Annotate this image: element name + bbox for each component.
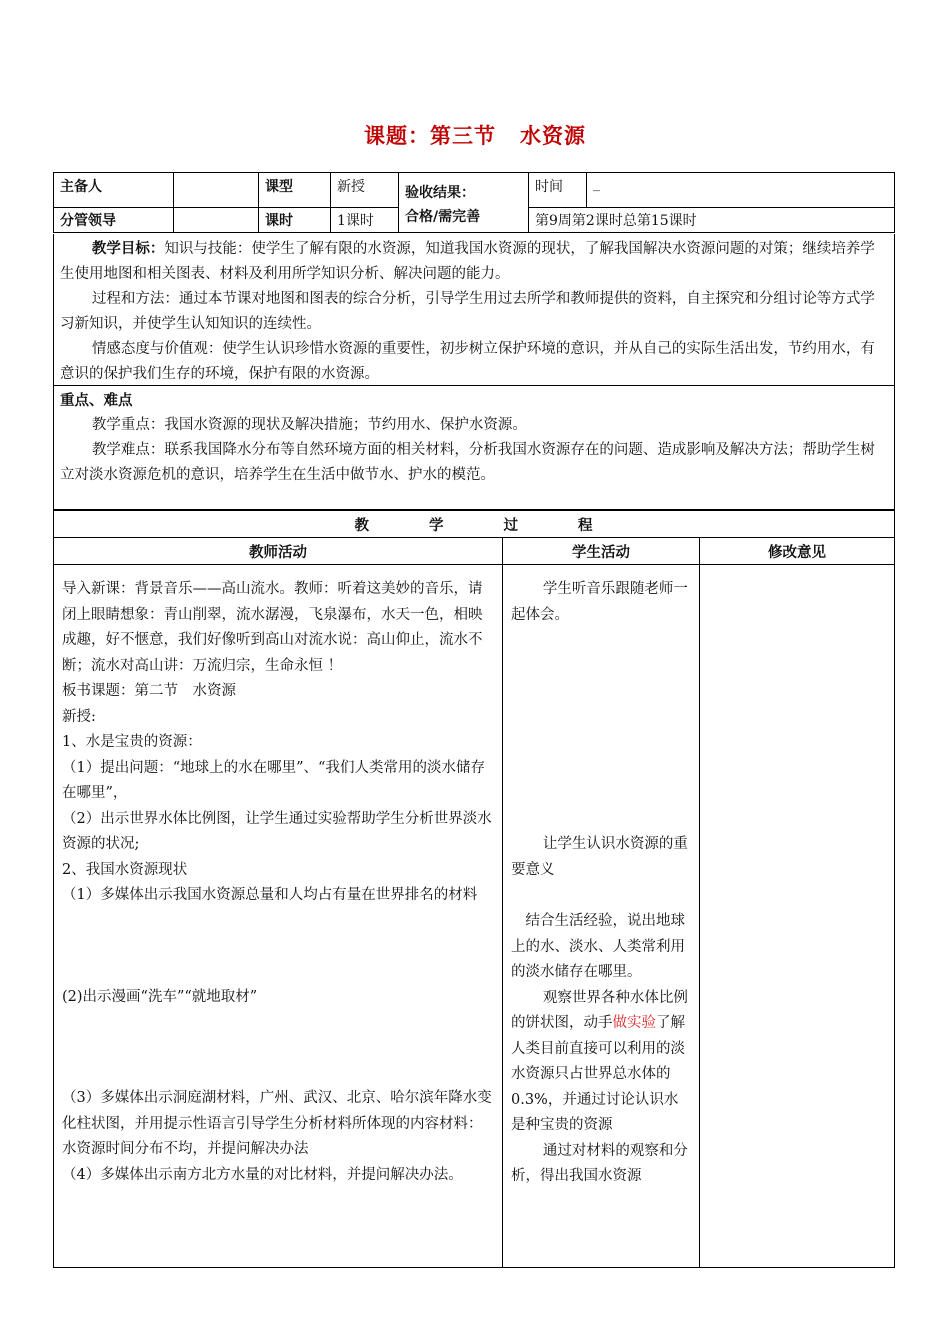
student-observe [511,986,691,1139]
acceptance-value: 合格/需完善 [405,209,481,225]
student-analyze: 通过对材料的观察和分析，得出我国水资源 [511,1142,688,1184]
preparer-label: 主备人 [54,173,174,208]
student-activities [503,565,700,1268]
student-observe-text: 观察世界各种水体比例的饼状图，动手 [511,989,688,1031]
student-experience: 结合生活经验，说出地球上的水、淡水、人类常利用的淡水储存在哪里。 [511,913,685,980]
teacher-activities [54,565,503,1268]
teacher-point-2-4: （4）多媒体出示南方北方水量的对比材料，并提问解决办法。 [62,1166,463,1183]
header-table [53,172,895,233]
student-listen: 学生听音乐跟随老师一起体会。 [511,581,688,623]
preparer-value [174,173,259,208]
acceptance-label: 验收结果： [405,185,475,201]
leader-value [174,208,259,233]
objective-process: 过程和方法：通过本节课对地图和图表的综合分析，引导学生用过去所学和教师提供的资料，自主探究和分组讨论等方式学习新知识，并使学生认知知识的连续性。 [60,291,875,332]
objective-knowledge-text: 知识与技能：使学生了解有限的水资源，知道我国水资源的现状，了解我国解决水资源问题的对策；继续培养学生使用地图和相关图表、材料及利用所学知识分析、解决问题的能力。 [60,241,875,282]
title-prefix: 课题：第三节 [364,123,496,148]
student-experiment-link: 做实验 [612,1015,656,1031]
revise-notes [700,565,895,1268]
key-difficulty: 教学难点：联系我国降水分布等自然环境方面的相关材料，分析我国水资源存在的问题、造成影响及解决方法；帮助学生树立对淡水资源危机的意识，培养学生在生活中做节水、护水的模范。 [60,442,875,483]
hours-value: 1课时 [331,208,399,233]
col-teacher: 教师活动 [54,538,503,565]
teacher-point-2-1: （1）多媒体出示我国水资源总量和人均占有量在世界排名的材料 [62,887,478,903]
key-points-label: 重点、难点 [60,392,133,409]
acceptance-cell [399,173,529,233]
leader-label: 分管领导 [54,208,174,233]
week-info: 第9周第2课时总第15课时 [529,208,895,233]
type-label: 课型 [259,173,331,208]
objective-emotion: 情感态度与价值观：使学生认识珍惜水资源的重要性，初步树立保护环境的意识，并从自己的实际生活出发，节约用水，有意识的保护我们生存的环境，保护有限的水资源。 [60,341,875,382]
title-name: 水资源 [520,123,586,148]
time-label: 时间 [529,173,587,208]
teacher-point-2: 2、我国水资源现状 [62,861,188,878]
col-student: 学生活动 [503,538,700,565]
key-points-section [53,386,895,510]
objectives-section [53,234,895,386]
teacher-point-2-3: （3）多媒体出示洞庭湖材料，广州、武汉、北京、哈尔滨年降水变化柱状图，并用提示性语言引导学生分析材料所体现的内容材料：水资源时间分布不均，并提问解决办法 [62,1090,492,1157]
key-focus: 教学重点：我国水资源的现状及解决措施；节约用水、保护水资源。 [91,417,527,433]
teacher-point-1: 1、水是宝贵的资源： [62,734,202,750]
teacher-point-1-2: （2）出示世界水体比例图，让学生通过实验帮助学生分析世界淡水资源的状况; [62,810,492,852]
col-revise: 修改意见 [700,538,895,565]
hours-label: 课时 [259,208,331,233]
teacher-intro: 导入新课：背景音乐——高山流水。教师：听着这美妙的音乐，请闭上眼睛想象：青山削翠，流水潺漫，飞泉瀑布，水天一色，相映成趣，好不惬意，我们好像听到高山对流水说：高山仰止，流水不断；流水对高山讲：万流归宗，生命永恒 ！ [62,581,483,674]
process-title: 教学过程 [54,511,895,538]
time-value: _ [587,173,895,208]
objectives-label: 教学目标： [91,240,165,257]
teacher-point-2-2: (2)出示漫画“洗车”“就地取材” [62,988,258,1005]
teacher-new-lesson: 新授: [62,708,96,725]
student-observe-result: 了解人类目前直接可以利用的淡水资源只占世界总水体的0.3%，并通过讨论认识水是种宝贵的资源 [511,1015,685,1133]
teacher-point-1-1: （1）提出问题：“地球上的水在哪里”、“我们人类常用的淡水储存在哪里”， [62,759,485,801]
objective-knowledge [60,236,888,287]
student-recognize: 让学生认识水资源的重要意义 [511,836,688,878]
teacher-board-title: 板书课题：第二节 水资源 [62,683,236,699]
type-value: 新授 [331,173,399,208]
page-title [0,120,950,150]
process-table [53,510,895,1268]
